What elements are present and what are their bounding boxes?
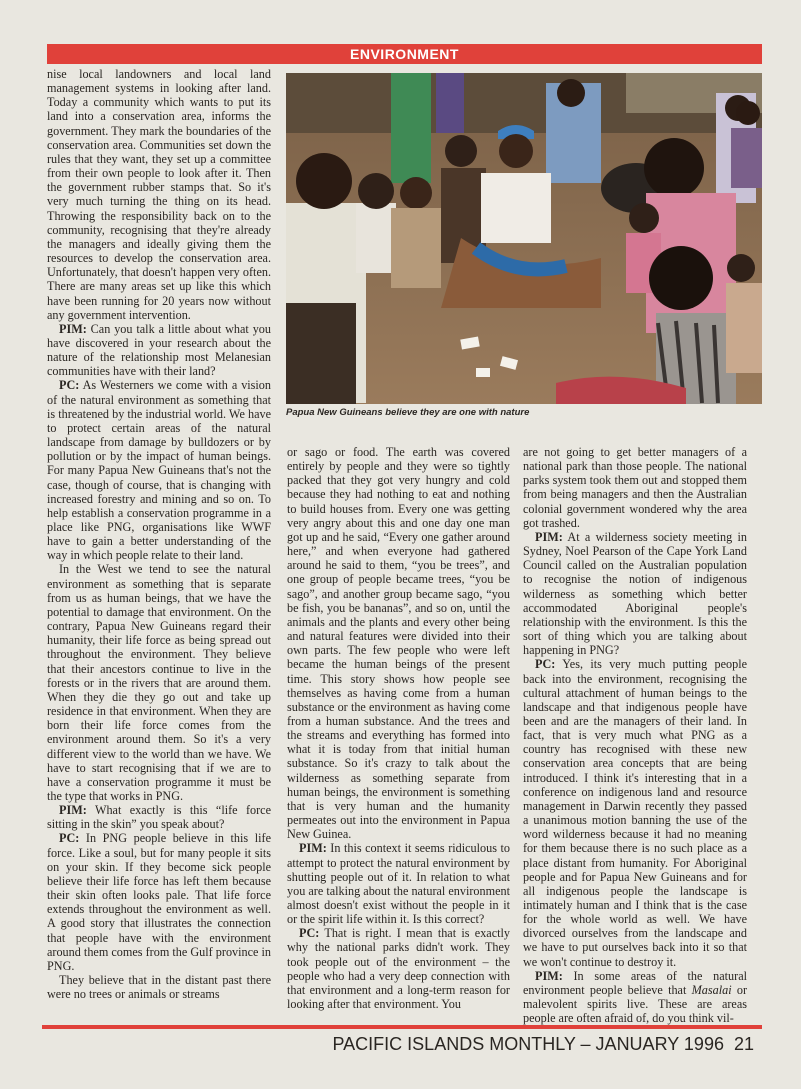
paragraph — [287, 841, 510, 926]
paragraph — [47, 803, 271, 831]
paragraph-text: Yes, its very much putting people back into the environment, recognising the cultural attachment of human beings to the landscape and that indigenous people have been and are the managers of their land. In fact, that is very much what PNG as a country has recognised with these new conservation area concepts that are being introduced. I think it's interesting that in a conference on indigenous land and resource management in Darwin recently they passed a unanimous motion banning the use of the word wilderness because it had no meaning for them because there is no such place as a place distant from humanity. For Aboriginal people and for Papua New Guineans and for all indigenous people the landscape is intimately human and I think that is the case for the whole world as well. We have divorced ourselves from the landscape and we have to put ourselves back into it so that we won't continue to destroy it. — [523, 657, 747, 969]
paragraph-text: As Westerners we come with a vision of the natural environment as something that is threatened by the industrial world. We have to protect certain areas of the natural landscape from damage by bulldozers or by pollution or by the impact of human beings. For many Papua New Guineans that's not the case, though of course, that is changing with increased forestry and mining and so on. To help establish a conservation programme in a place like PNG, organisations like WWF have to gain a better understanding of the way in which people relate to their land. — [47, 378, 271, 563]
paragraph: or sago or food. The earth was covered entirely by people and they were so tightly packed that they got very hungry and cold because they had nothing to eat and nothing to build houses from. Every one was getting very angry about this and one day one man got up and he said, “Every one gather around here,” and when everyone had gathered around he said to them, “you be trees”, and one group of people became trees, “you be sago”, and another group became sago, “you be fish, you be bananas”, and so on, until the animals and the plants and every other being and natural features were divided into their own parts. The few people who were left became the human beings of the present time. This story shows how people see themselves as having come from a human substance or the environment as having come from a human substance. And the trees and the streams and everything has formed into what it is today from that initial human substance. So it's crazy to talk about the wilderness as something separate from human beings, the environment is something that is very human and the humanity permeates out into the environment in Papua New Guinea. — [287, 445, 510, 842]
paragraph-text: In PNG people believe in this life force. Like a soul, but for many people it sits on your skin. If they become sick people believe their life force has left them because their skin often looks pale. That life force extends throughout the environment as well. A good story that illustrates the connection that people have with the environment around them comes from the Gulf province in PNG. — [47, 831, 271, 973]
column-2 — [287, 445, 510, 1011]
paragraph-text: At a wilderness society meeting in Sydney, Noel Pearson of the Cape York Land Council called on the Australian population to recognise the notion of indigenous wilderness as something which better accommodated Aboriginal people's relationship with the environment. Is this the sort of thing which you are talking about happening in PNG? — [523, 529, 747, 658]
paragraph-text: That is right. I mean that is exactly why the national parks didn't work. They took people out of the environment – the people who had a very deep connection with that environment and a long-term reason for looking after that environment. You — [287, 926, 510, 1012]
page-number: 21 — [733, 1034, 754, 1054]
speaker-label: PIM: — [59, 321, 87, 336]
photo-caption: Papua New Guineans believe they are one with nature — [286, 407, 530, 418]
paragraph: are not going to get better managers of a national park than those people. The national parks system took them out and stopped them from being managers and then the Australian colonial government wondered why the area got trashed. — [523, 445, 747, 530]
speaker-label: PC: — [535, 657, 556, 672]
paragraph-text: In some areas of the natural environment people believe that — [523, 968, 747, 997]
speaker-label: PIM: — [535, 968, 563, 983]
paragraph — [523, 657, 747, 968]
photo-people-seated-on-ground — [286, 73, 762, 404]
paragraph-text: Can you talk a little about what you have discovered in your research about the nature of the relationship most Melanesian communities have with their land? — [47, 321, 271, 379]
speaker-label: PIM: — [59, 803, 87, 818]
italic-term: Masalai — [691, 982, 732, 997]
paragraph-text: or malevolent spirits live. These are areas people are often afraid of, do you think vil- — [523, 982, 747, 1026]
speaker-label: PC: — [299, 926, 320, 941]
paragraph: In the West we tend to see the natural environment as something that is separate from us as human beings, that we have the potential to damage that environment. On the contrary, Papua New Guineans regard their humanity, their life force as being spread out throughout the environment. They believe that their ancestors continue to live in the forests or in the rivers that are around them. When they die they go out and take up residence in that environment. When they are born their life force comes from the environment around them. So it's a very different view to the world than we have. We have to start recognising that if we are to have a conservation programme it must be the type that works in PNG. — [47, 562, 271, 803]
paragraph — [47, 831, 271, 973]
column-1 — [47, 67, 271, 1001]
paragraph-text: What exactly is this “life force sitting in the skin” you speak about? — [47, 803, 271, 832]
footer-rule — [42, 1025, 762, 1029]
speaker-label: PC: — [59, 831, 80, 846]
speaker-label: PIM: — [535, 529, 563, 544]
section-banner: ENVIRONMENT — [47, 44, 762, 64]
photo-illustration — [286, 73, 762, 404]
publication-title: PACIFIC ISLANDS MONTHLY – JANUARY 1996 — [332, 1034, 724, 1054]
page-footer — [333, 1034, 755, 1055]
column-3 — [523, 445, 747, 1025]
paragraph — [523, 969, 747, 1026]
paragraph — [47, 378, 271, 562]
paragraph-text: In this context it seems ridiculous to attempt to protect the natural environment by shutting people out of it. In relation to what you are talking about the natural environment almost doesn't exist without the people in it or the spirit life within it. Is this correct? — [287, 841, 510, 927]
paragraph — [287, 926, 510, 1011]
paragraph: nise local landowners and local land management systems in looking after land. Today a community which wants to put its land into a conservation area, informs the government. They mark the boundaries of the conservation area. Communities set down the rules that they want, they set up a committee from their own people to look after it. Then the government rubber stamps that. So it's very much turning the thing on its head. Throwing the responsibility back on to the community, recognising that they're already the managers and ideally giving them the resources to develop the conservation area. Unfortunately, that doesn't happen very often. There are many areas set up like this which have been running for 20 years now without any government intervention. — [47, 67, 271, 322]
paragraph — [523, 530, 747, 657]
speaker-label: PC: — [59, 378, 80, 393]
paragraph: They believe that in the distant past there were no trees or animals or streams — [47, 973, 271, 1002]
speaker-label: PIM: — [299, 841, 327, 856]
paragraph — [47, 322, 271, 379]
